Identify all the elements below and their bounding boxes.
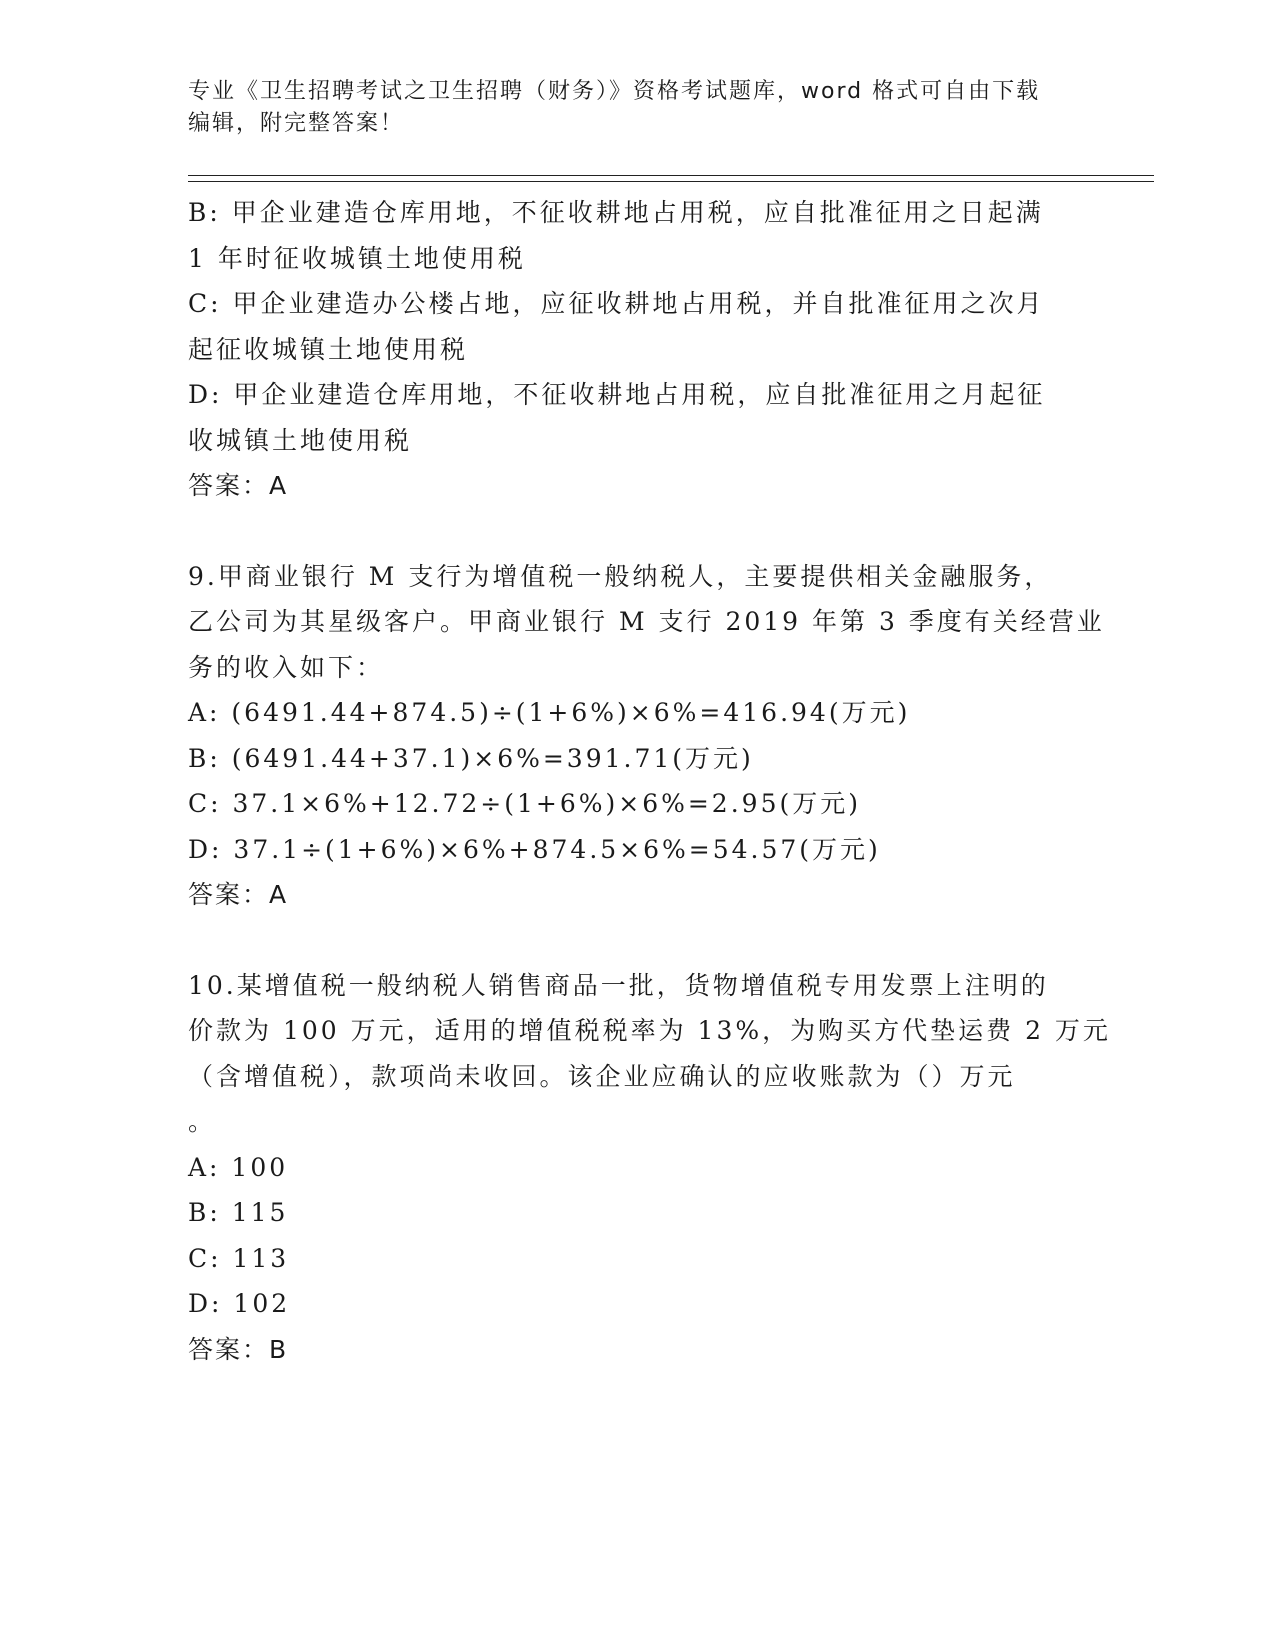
q8-answer: 答案：A	[188, 471, 289, 500]
q9-option-c: C: 37.1×6%+12.72÷(1+6%)×6%=2.95(万元)	[188, 789, 861, 818]
q9-option-d: D: 37.1÷(1+6%)×6%+874.5×6%=54.57(万元)	[188, 834, 881, 864]
q8-option-d-line-2: 收城镇土地使用税	[188, 425, 413, 455]
spacer	[188, 509, 1088, 554]
header-line-1: 专业《卫生招聘考试之卫生招聘（财务）》资格考试题库，word 格式可自由下载	[188, 79, 1041, 104]
header-divider-bottom	[188, 181, 1154, 182]
q10-option-a: A: 100	[188, 1152, 289, 1182]
q8-option-c-line-2: 起征收城镇土地使用税	[188, 334, 469, 364]
question-10	[188, 963, 1111, 1373]
question-9	[188, 554, 1105, 918]
q9-option-a: A: (6491.44+874.5)÷(1+6%)×6%=416.94(万元)	[188, 698, 911, 727]
q9-stem-line-2: 乙公司为其星级客户。甲商业银行 M 支行 2019 年第 3 季度有关经营业	[188, 607, 1105, 636]
question-8	[188, 190, 1088, 509]
document-header	[188, 76, 1088, 140]
q9-option-b: B: (6491.44+37.1)×6%=391.71(万元)	[188, 743, 754, 773]
q10-stem-line-2: 价款为 100 万元，适用的增值税税率为 13%，为购买方代垫运费 2 万元	[188, 1016, 1111, 1045]
q9-answer: 答案：A	[188, 880, 289, 909]
q10-option-d: D: 102	[188, 1289, 291, 1318]
q10-stem-line-3: （含增值税），款项尚未收回。该企业应确认的应收账款为（）万元	[188, 1061, 1016, 1091]
q10-option-c: C: 113	[188, 1243, 290, 1273]
q8-option-c-line-1: C: 甲企业建造办公楼占地，应征收耕地占用税，并自批准征用之次月	[188, 289, 1045, 318]
q10-stem-line-1: 10.某增值税一般纳税人销售商品一批，货物增值税专用发票上注明的	[188, 970, 1049, 1000]
q10-stem-line-4: 。	[188, 1107, 217, 1136]
question-content	[188, 190, 1111, 1372]
header-divider-top	[188, 175, 1154, 176]
q8-option-d-line-1: D: 甲企业建造仓库用地，不征收耕地占用税，应自批准征用之月起征	[188, 380, 1046, 409]
q9-stem-line-1: 9.甲商业银行 M 支行为增值税一般纳税人，主要提供相关金融服务，	[188, 561, 1053, 591]
spacer	[188, 918, 1088, 963]
q8-option-b-line-2: 1 年时征收城镇土地使用税	[188, 243, 526, 273]
q10-option-b: B: 115	[188, 1198, 289, 1227]
header-line-2: 编辑，附完整答案！	[188, 111, 405, 136]
q8-option-b-line-1: B: 甲企业建造仓库用地，不征收耕地占用税，应自批准征用之日起满	[188, 198, 1044, 227]
q9-stem-line-3: 务的收入如下：	[188, 652, 385, 682]
q10-answer: 答案：B	[188, 1334, 289, 1364]
